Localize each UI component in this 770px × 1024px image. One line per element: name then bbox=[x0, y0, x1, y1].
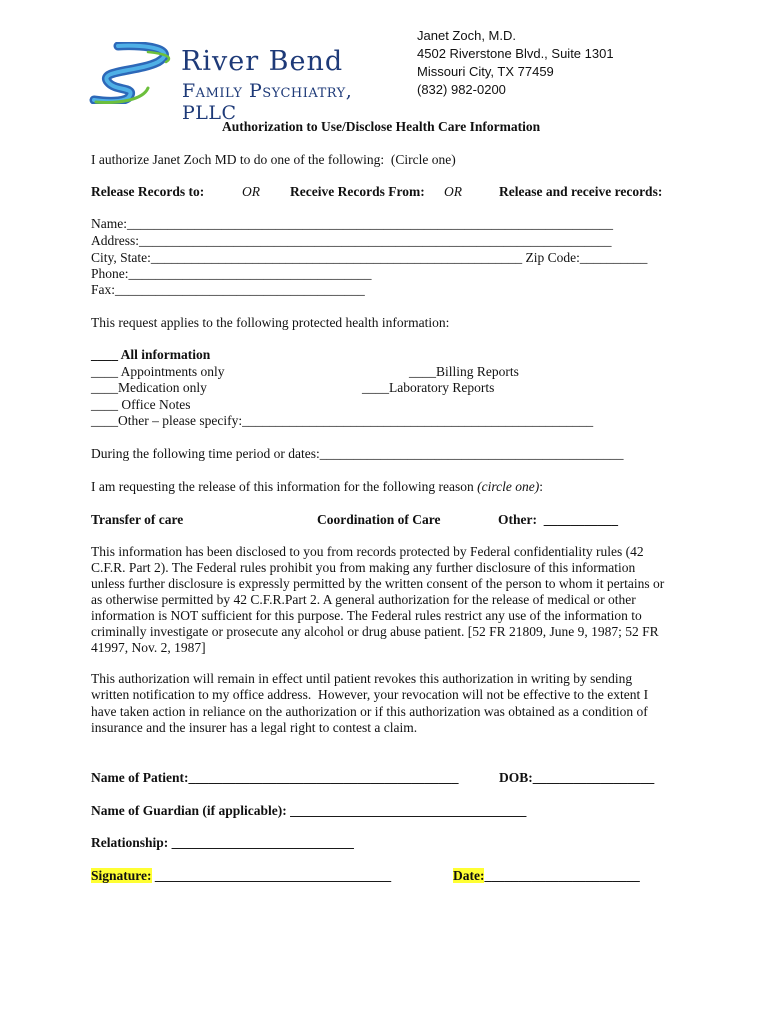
time-period-field[interactable]: During the following time period or dates:_____________________________________________ bbox=[91, 446, 624, 461]
federal-line: information is NOT sufficient for this purpose. The Federal rules restrict any use of the information to bbox=[91, 608, 642, 623]
patient-name-field[interactable]: Name of Patient:________________________________________ bbox=[91, 770, 459, 785]
info-office-notes[interactable]: ____ Office Notes bbox=[91, 397, 191, 412]
reason-prefix: I am requesting the release of this information for the following reason bbox=[91, 479, 478, 494]
relationship-field[interactable]: Relationship: ___________________________ bbox=[91, 835, 354, 850]
river-logo-icon bbox=[88, 42, 183, 104]
guardian-name-field[interactable]: Name of Guardian (if applicable): ___________________________________ bbox=[91, 803, 527, 818]
reason-line bbox=[91, 479, 543, 495]
phone-number: (832) 982-0200 bbox=[417, 82, 506, 97]
reason-coordination[interactable]: Coordination of Care bbox=[317, 512, 441, 527]
address-field[interactable]: Address:______________________________________________________________________ bbox=[91, 233, 612, 248]
dob-field[interactable]: DOB:__________________ bbox=[499, 770, 655, 785]
federal-line: as otherwise permitted by 42 C.F.R.Part 2. A general authorization for the release of medical or other bbox=[91, 592, 636, 607]
signature-label: Signature: bbox=[91, 868, 152, 883]
info-all[interactable]: ____ All information bbox=[91, 347, 211, 362]
federal-line: criminally investigate or prosecute any alcohol or drug abuse patient. [52 FR 21809, June 9, 1987; 52 FR bbox=[91, 624, 659, 639]
name-field[interactable]: Name:________________________________________________________________________ bbox=[91, 216, 613, 231]
reason-transfer[interactable]: Transfer of care bbox=[91, 512, 184, 527]
info-other[interactable]: ____Other – please specify:____________________________________________________ bbox=[91, 413, 594, 428]
phone-field[interactable]: Phone:____________________________________ bbox=[91, 266, 372, 281]
federal-line: C.F.R. Part 2). The Federal rules prohibit you from making any further disclosure of this information bbox=[91, 560, 636, 575]
info-appointments[interactable]: ____ Appointments only bbox=[91, 364, 225, 379]
or-label-2: OR bbox=[444, 184, 462, 199]
option-receive[interactable]: Receive Records From: bbox=[290, 184, 425, 199]
page-title: Authorization to Use/Disclose Health Care Information bbox=[222, 119, 541, 134]
revoke-line: This authorization will remain in effect until patient revokes this authorization in writing by sending bbox=[91, 671, 633, 686]
reason-circle: (circle one) bbox=[477, 479, 540, 494]
doctor-name: Janet Zoch, M.D. bbox=[417, 28, 516, 43]
reason-suffix: : bbox=[539, 479, 543, 494]
reason-other[interactable]: Other: ___________ bbox=[498, 512, 618, 527]
date-line: _______________________ bbox=[484, 868, 640, 883]
logo-name: River Bend bbox=[181, 46, 344, 77]
river-bend-logo bbox=[88, 42, 373, 124]
federal-line: This information has been disclosed to you from records protected by Federal confidentiality rules (42 bbox=[91, 544, 644, 559]
address-city: Missouri City, TX 77459 bbox=[417, 64, 554, 79]
signature-line: ___________________________________ bbox=[151, 868, 392, 883]
fax-field[interactable]: Fax:_____________________________________ bbox=[91, 282, 365, 297]
address-street: 4502 Riverstone Blvd., Suite 1301 bbox=[417, 46, 614, 61]
info-billing[interactable]: ____Billing Reports bbox=[409, 364, 519, 379]
option-release[interactable]: Release Records to: bbox=[91, 184, 205, 199]
info-medication[interactable]: ____Medication only bbox=[91, 380, 207, 395]
logo-subtitle: Family Psychiatry, PLLC bbox=[182, 80, 353, 124]
applies-text: This request applies to the following protected health information: bbox=[91, 315, 450, 330]
federal-line: 41997, Nov. 2, 1987] bbox=[91, 640, 206, 655]
option-release-receive[interactable]: Release and receive records: bbox=[499, 184, 663, 199]
date-label: Date: bbox=[453, 868, 485, 883]
city-state-zip-field[interactable]: City, State:_______________________________________________________ Zip Code:__________ bbox=[91, 250, 648, 265]
authorize-line: I authorize Janet Zoch MD to do one of the following: (Circle one) bbox=[91, 152, 456, 167]
or-label-1: OR bbox=[242, 184, 260, 199]
date-field[interactable] bbox=[453, 868, 640, 884]
signature-field[interactable] bbox=[91, 868, 391, 884]
info-laboratory[interactable]: ____Laboratory Reports bbox=[362, 380, 495, 395]
revoke-line: insurance and the insurer has a legal right to contest a claim. bbox=[91, 720, 418, 735]
revoke-line: written notification to my office address. However, your revocation will not be effective to the extent I bbox=[91, 687, 649, 702]
revoke-line: have taken action in reliance on the authorization or if this authorization was obtained as a condition of bbox=[91, 704, 648, 719]
federal-line: unless further disclosure is expressly permitted by the written consent of the person to whom it pertains or bbox=[91, 576, 665, 591]
